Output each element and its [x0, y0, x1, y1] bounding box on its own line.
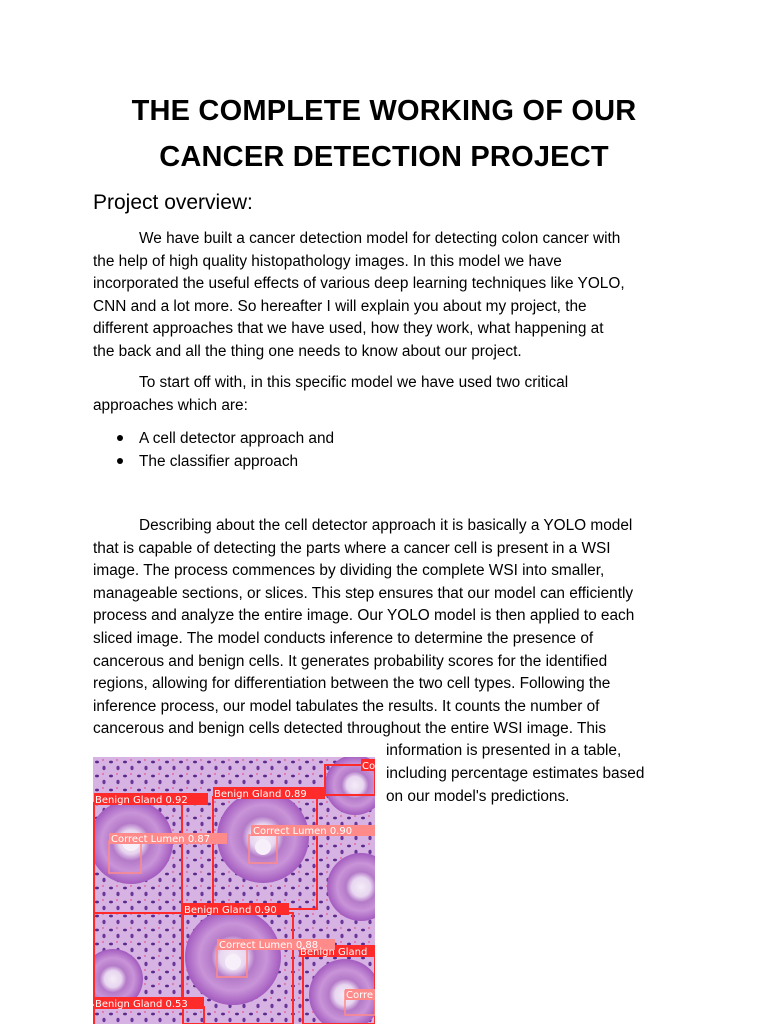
list-item: The classifier approach	[93, 450, 334, 473]
text-line: incorporated the useful effects of various deep learning techniques like YOLO,	[93, 275, 625, 293]
title-line-1: THE COMPLETE WORKING OF OUR	[131, 95, 637, 127]
document-title	[60, 88, 708, 180]
text-line: cancerous and benign cells. It generates probability scores for the identified	[93, 652, 608, 670]
text-line: To start off with, in this specific model we have used two critical	[139, 374, 569, 391]
detection-label: Benign Gland 0.89	[214, 789, 307, 800]
detection-label: Co	[362, 761, 375, 772]
text-line: sliced image. The model conducts inference to determine the presence of	[93, 629, 594, 647]
paragraph-approaches	[93, 372, 673, 417]
detection-label: Correct Lumen 0.88	[219, 940, 319, 951]
section-heading: Project overview:	[93, 191, 253, 214]
detection-label: Benign Gland 0.53	[95, 999, 188, 1010]
list-item: A cell detector approach and	[93, 427, 334, 450]
paragraph-cell-detector	[93, 515, 673, 741]
text-line: regions, allowing for differentiation between the two cell types. Following the	[93, 675, 611, 693]
text-line: information is presented in a table,	[386, 742, 622, 759]
detection-figure-svg	[93, 757, 375, 1024]
title-line-2: CANCER DETECTION PROJECT	[159, 141, 609, 173]
bullet-icon	[117, 458, 123, 464]
text-line: Describing about the cell detector approach it is basically a YOLO model	[139, 517, 633, 534]
detection-label: Correct Lumen 0.87	[111, 834, 211, 845]
bullet-icon	[117, 435, 123, 441]
detection-label: Corre	[346, 990, 374, 1001]
histopathology-detection-image	[93, 757, 375, 1024]
text-line: the help of high quality histopathology images. In this model we have	[93, 252, 562, 270]
paragraph-overview	[93, 228, 673, 364]
text-line: We have built a cancer detection model for detecting colon cancer with	[139, 230, 621, 247]
text-line: approaches which are:	[93, 396, 248, 414]
text-line: including percentage estimates based	[386, 765, 645, 782]
approach-list	[93, 427, 334, 473]
detection-label: Benign Gland 0.90	[184, 905, 277, 916]
text-line: manageable sections, or slices. This step ensures that our model can efficiently	[93, 584, 634, 602]
figure-side-text	[386, 739, 644, 808]
text-line: image. The process commences by dividing the complete WSI into smaller,	[93, 562, 605, 580]
detection-label: Benign Gland	[300, 947, 368, 958]
text-line: process and analyze the entire image. Our YOLO model is then applied to each	[93, 607, 635, 625]
text-line: CNN and a lot more. So hereafter I will explain you about my project, the	[93, 297, 587, 315]
text-line: on our model's predictions.	[386, 788, 570, 805]
text-line: cancerous and benign cells detected throughout the entire WSI image. This	[93, 720, 607, 738]
detection-label: Correct Lumen 0.90	[253, 826, 353, 837]
text-line: different approaches that we have used, how they work, what happening at	[93, 320, 604, 338]
text-line: that is capable of detecting the parts where a cancer cell is present in a WSI	[93, 539, 611, 557]
text-line: the back and all the thing one needs to know about our project.	[93, 342, 522, 360]
detection-label: Benign Gland 0.92	[95, 795, 188, 806]
text-line: inference process, our model tabulates the results. It counts the number of	[93, 697, 600, 715]
